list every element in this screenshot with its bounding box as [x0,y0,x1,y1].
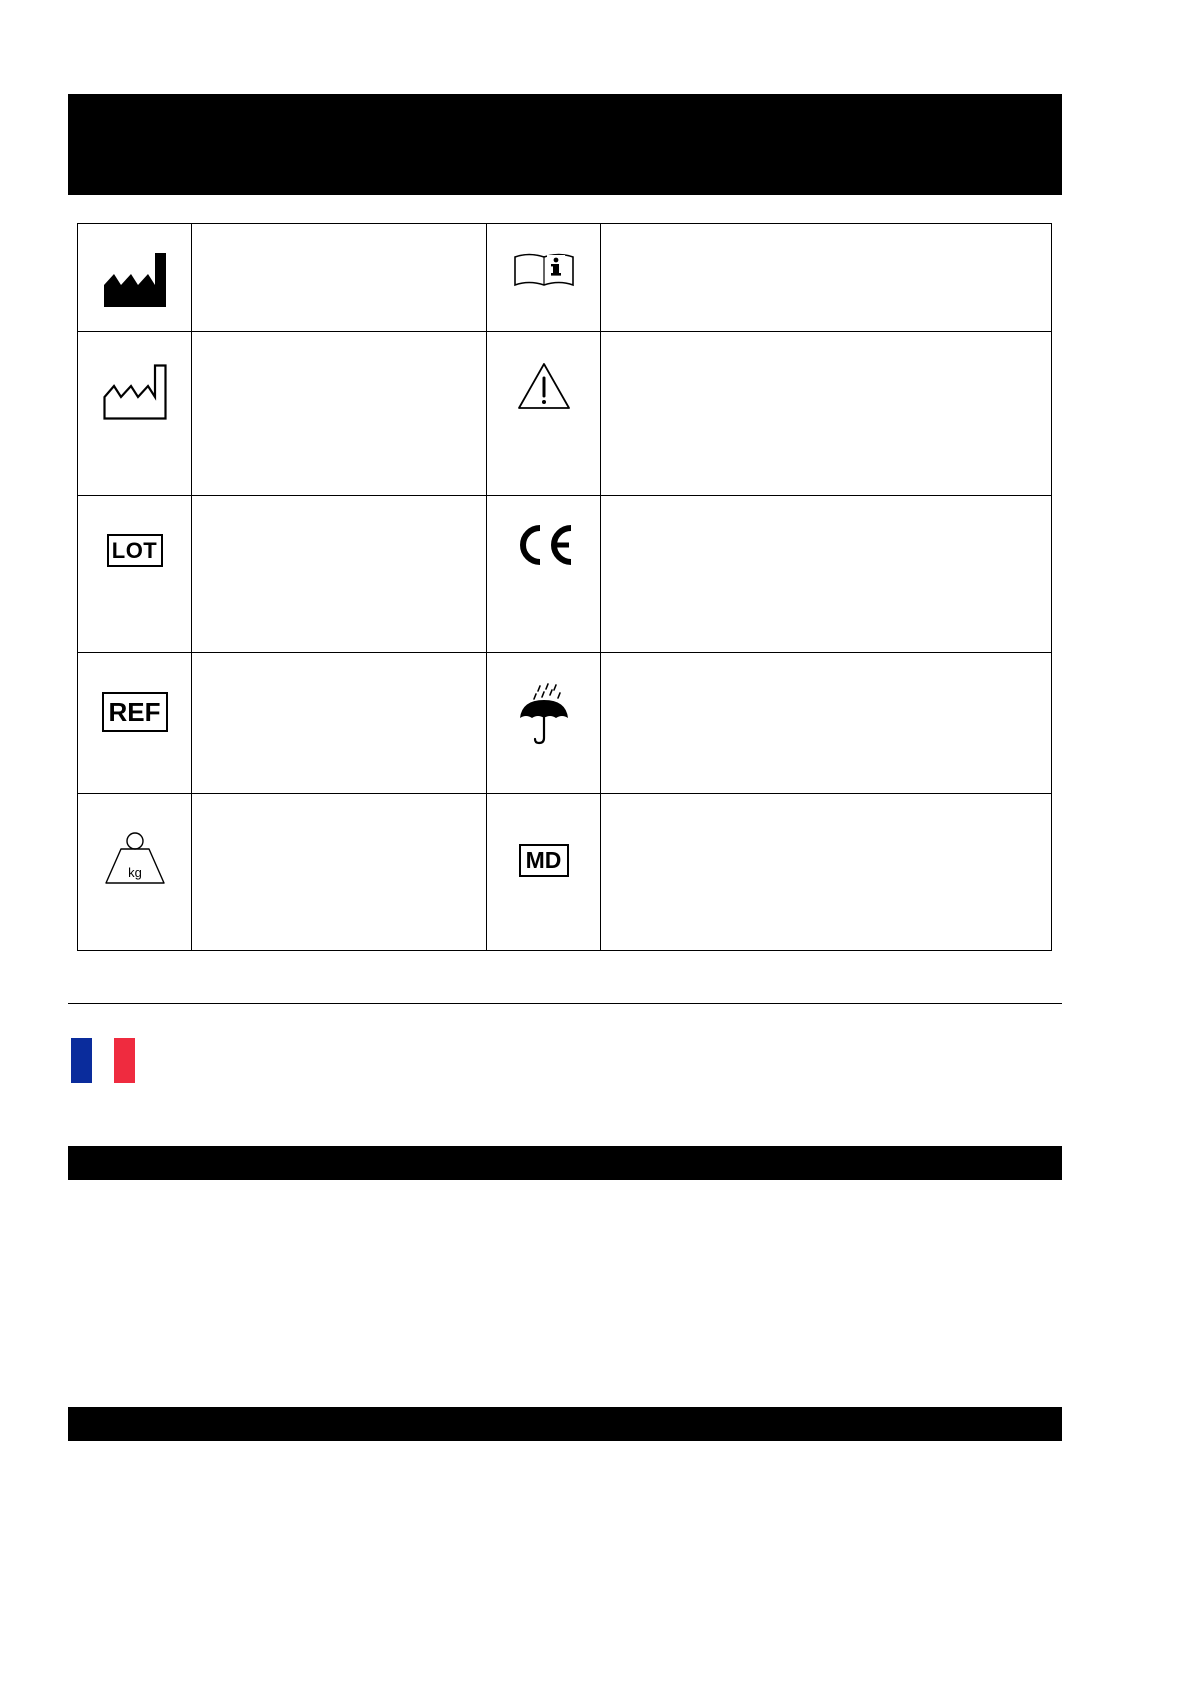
ce-marking-icon [513,524,575,566]
manufacturer-icon [103,252,167,308]
lot-batch-code-icon [107,534,163,567]
flag-stripe-white [92,1038,113,1083]
weight-kg-icon [104,832,166,886]
weight-description [192,794,487,951]
section-divider [68,1003,1062,1004]
france-flag-icon [71,1038,135,1083]
flag-stripe-red [114,1038,135,1083]
ref-label: REF [108,697,161,727]
date-of-manufacture-icon [103,364,167,420]
manufacture-date-description [192,332,487,496]
manufacturer-description [192,224,487,332]
catalogue-reference-icon [102,692,168,732]
caution-warning-icon [517,362,571,410]
medical-device-icon [519,844,569,877]
symbols-row [78,653,1052,794]
symbols-row [78,794,1052,951]
keep-dry-umbrella-icon [516,682,572,746]
symbols-row [78,496,1052,653]
section-heading-bar [68,1146,1062,1180]
symbols-row [78,224,1052,332]
symbols-table [77,223,1052,951]
lot-description [192,496,487,653]
medical-device-description [601,794,1052,951]
ce-description [601,496,1052,653]
instructions-description [601,224,1052,332]
header-bar [68,94,1062,195]
section-heading-bar [68,1407,1062,1441]
kg-label: kg [127,865,142,880]
keep-dry-description [601,653,1052,794]
symbols-row [78,332,1052,496]
consult-instructions-icon [513,251,575,287]
md-label: MD [525,847,562,873]
ref-description [192,653,487,794]
lot-label: LOT [111,537,158,563]
caution-description [601,332,1052,496]
flag-stripe-blue [71,1038,92,1083]
